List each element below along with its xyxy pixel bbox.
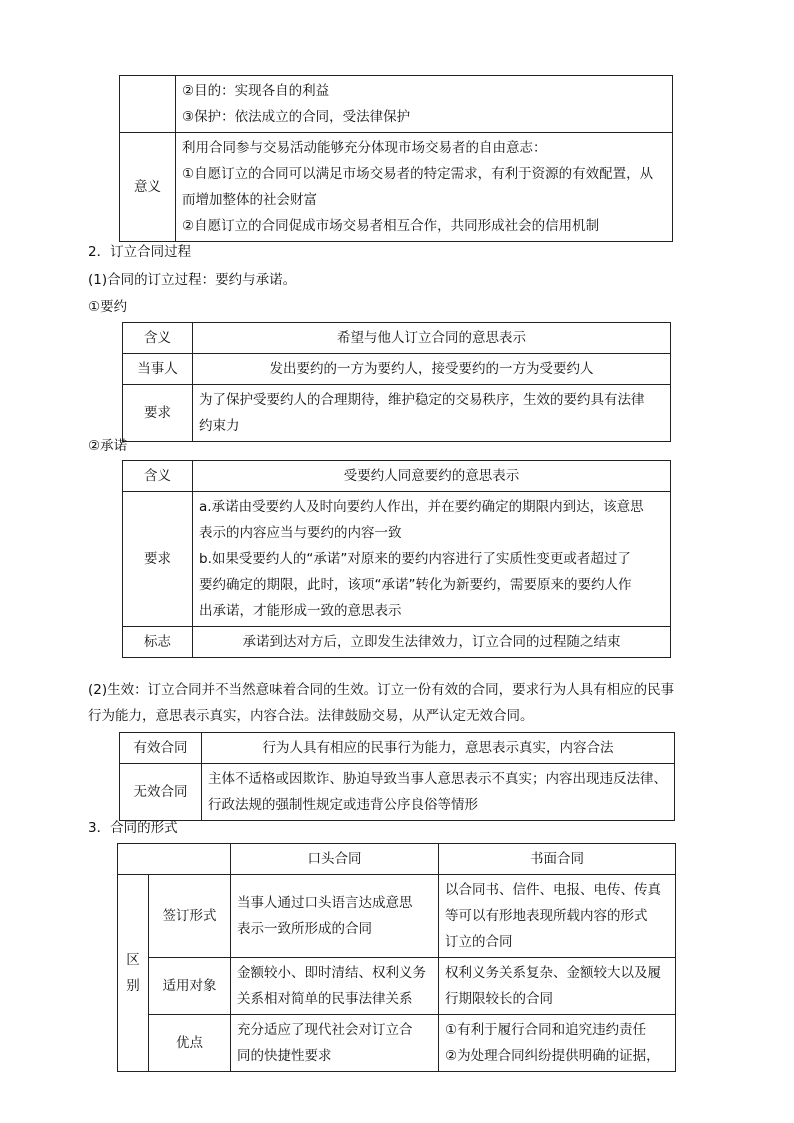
text-line: 为了保护受要约人的合理期待，维护稳定的交易秩序，生效的要约具有法律 (199, 392, 645, 408)
acceptance-requirement-label: 要求 (123, 492, 193, 627)
advantages-label: 优点 (149, 1015, 231, 1072)
table-contract-significance (119, 75, 673, 242)
invalid-contract-value (202, 764, 675, 821)
offer-party-label: 当事人 (123, 354, 193, 385)
text-line: 订立的合同 (445, 934, 513, 950)
heading-contract-process: 2．订立合同过程 (88, 244, 192, 260)
acceptance-requirement-value (193, 492, 671, 627)
paragraph-effect-line1: (2)生效：订立合同并不当然意味着合同的生效。订立一份有效的合同，要求行为人具有相应的民事 (88, 682, 675, 698)
text-line: 行期限较长的合同 (445, 991, 553, 1007)
applicable-objects-written (439, 958, 676, 1015)
text-line: 别 (126, 978, 140, 994)
text-line: ①自愿订立的合同可以满足市场交易者的特定需求，有利于资源的有效配置，从 (182, 166, 654, 182)
subheading-offer: ①要约 (88, 299, 128, 315)
difference-group-label (118, 875, 149, 1072)
signing-form-label: 签订形式 (149, 875, 231, 958)
purpose-cell (176, 76, 673, 133)
valid-contract-value: 行为人具有相应的民事行为能力，意思表示真实，内容合法 (202, 733, 675, 764)
text-line: 金额较小、即时清结、权利义务 (237, 965, 426, 981)
text-line: 当事人通过口头语言达成意思 (237, 895, 413, 911)
text-line: ①有利于履行合同和追究违约责任 (445, 1022, 647, 1038)
written-contract-header: 书面合同 (439, 844, 676, 875)
paragraph-effect-line2: 行为能力，意思表示真实，内容合法。法律鼓励交易，从严认定无效合同。 (88, 708, 534, 724)
text-line: 表示的内容应当与要约的内容一致 (199, 525, 402, 541)
text-line: 主体不适格或因欺诈、胁迫导致当事人意思表示不真实；内容出现违反法律、 (208, 771, 667, 787)
significance-label: 意义 (120, 133, 176, 242)
text-line: 等可以有形地表现所载内容的形式 (445, 908, 648, 924)
paragraph-process: (1)合同的订立过程：要约与承诺。 (88, 272, 297, 288)
acceptance-meaning-value: 受要约人同意要约的意思表示 (193, 461, 671, 492)
applicable-objects-label: 适用对象 (149, 958, 231, 1015)
table-validity (119, 732, 675, 821)
advantages-oral (231, 1015, 439, 1072)
text-line: 而增加整体的社会财富 (182, 192, 317, 208)
empty-cell (120, 76, 176, 133)
offer-requirement-value (193, 385, 671, 442)
signing-form-written (439, 875, 676, 958)
acceptance-sign-label: 标志 (123, 627, 193, 658)
text-line: 同的快捷性要求 (237, 1048, 332, 1064)
significance-cell (176, 133, 673, 242)
oral-contract-header: 口头合同 (231, 844, 439, 875)
text-line: 权利义务关系复杂、金额较大以及履 (445, 965, 661, 981)
text-line: 表示一致所形成的合同 (237, 921, 372, 937)
text-line: 要约确定的期限，此时，该项“承诺”转化为新要约，需要原来的要约人作 (199, 577, 632, 593)
applicable-objects-oral (231, 958, 439, 1015)
text-line: 区 (126, 952, 140, 968)
text-line: 利用合同参与交易活动能够充分体现市场交易者的自由意志： (182, 140, 547, 156)
text-line: ②为处理合同纠纷提供明确的证据， (445, 1048, 660, 1064)
table-acceptance (122, 460, 671, 658)
text-line: 关系相对简单的民事法律关系 (237, 991, 413, 1007)
text-line: a.承诺由受要约人及时向要约人作出，并在要约确定的期限内到达，该意思 (199, 499, 644, 515)
valid-contract-label: 有效合同 (120, 733, 202, 764)
advantages-written (439, 1015, 676, 1072)
signing-form-oral (231, 875, 439, 958)
text-line: 以合同书、信件、电报、电传、传真 (445, 882, 661, 898)
text-line: 充分适应了现代社会对订立合 (237, 1022, 413, 1038)
offer-requirement-label: 要求 (123, 385, 193, 442)
table-contract-forms (117, 843, 676, 1072)
acceptance-meaning-label: 含义 (123, 461, 193, 492)
text-line: ②目的：实现各自的利益 (182, 83, 330, 99)
acceptance-sign-value: 承诺到达对方后，立即发生法律效力，订立合同的过程随之结束 (193, 627, 671, 658)
text-line: 约束力 (199, 418, 240, 434)
invalid-contract-label: 无效合同 (120, 764, 202, 821)
offer-meaning-value: 希望与他人订立合同的意思表示 (193, 323, 671, 354)
text-line: ②自愿订立的合同促成市场交易者相互合作，共同形成社会的信用机制 (182, 218, 600, 234)
text-line: ③保护：依法成立的合同，受法律保护 (182, 109, 411, 125)
empty-header-cell (118, 844, 231, 875)
text-line: 出承诺，才能形成一致的意思表示 (199, 603, 402, 619)
offer-meaning-label: 含义 (123, 323, 193, 354)
subheading-acceptance: ②承诺 (88, 438, 128, 454)
text-line: 行政法规的强制性规定或违背公序良俗等情形 (208, 797, 478, 813)
text-line: b.如果受要约人的“承诺”对原来的要约内容进行了实质性变更或者超过了 (199, 551, 631, 567)
offer-party-value: 发出要约的一方为要约人，接受要约的一方为受要约人 (193, 354, 671, 385)
table-offer (122, 322, 671, 442)
heading-contract-forms: 3．合同的形式 (88, 820, 178, 836)
